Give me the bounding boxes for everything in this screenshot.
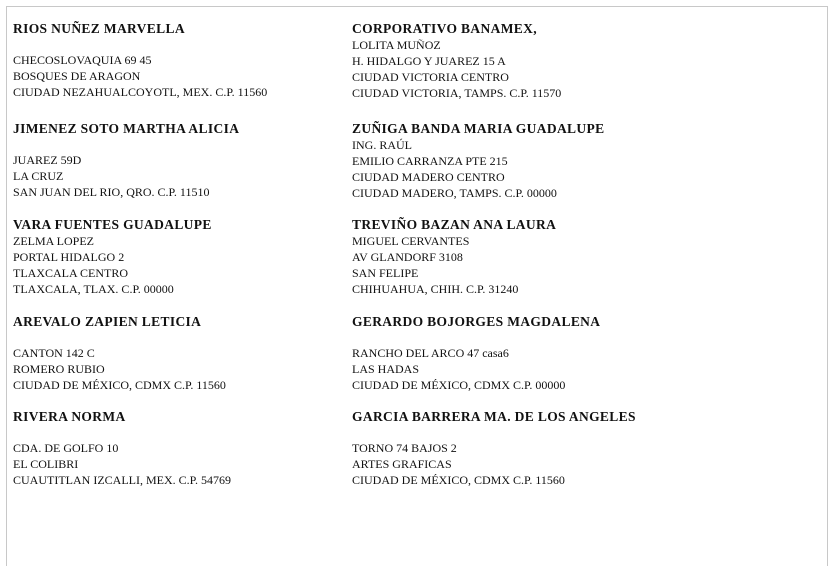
recipient-name: RIOS NUÑEZ MARVELLA [13,21,185,36]
city-line: CUAUTITLAN IZCALLI, MEX. C.P. 54769 [13,473,231,487]
city-line: CHIHUAHUA, CHIH. C.P. 31240 [352,282,519,296]
city-line: SAN JUAN DEL RIO, QRO. C.P. 11510 [13,185,210,199]
address-label [13,409,231,488]
recipient-name: JIMENEZ SOTO MARTHA ALICIA [13,121,240,136]
city-line: CIUDAD DE MÉXICO, CDMX C.P. 00000 [352,378,566,392]
address-label [352,121,604,201]
attention-line: LOLITA MUÑOZ [352,38,441,52]
neighborhood-line: SAN FELIPE [352,266,419,280]
address-label [13,217,212,297]
address-label [13,314,226,393]
address-label [352,314,600,393]
attention-line [13,37,267,52]
neighborhood-line: LA CRUZ [13,169,64,183]
attention-line: ING. RAÚL [352,138,412,152]
recipient-name: ZUÑIGA BANDA MARIA GUADALUPE [352,121,605,136]
address-label [352,409,636,488]
city-line: CIUDAD VICTORIA, TAMPS. C.P. 11570 [352,86,562,100]
neighborhood-line: ARTES GRAFICAS [352,457,452,471]
street-line: RANCHO DEL ARCO 47 casa6 [352,346,509,360]
recipient-name: GARCIA BARRERA MA. DE LOS ANGELES [352,409,636,424]
attention-line [13,137,239,152]
recipient-name: TREVIÑO BAZAN ANA LAURA [352,217,557,232]
street-line: JUAREZ 59D [13,153,82,167]
city-line: CIUDAD DE MÉXICO, CDMX C.P. 11560 [13,378,226,392]
address-label [352,217,556,297]
street-line: CHECOSLOVAQUIA 69 45 [13,53,152,67]
address-label [13,21,267,100]
street-line: CANTON 142 C [13,346,95,360]
recipient-name: AREVALO ZAPIEN LETICIA [13,314,202,329]
attention-line [352,330,600,345]
neighborhood-line: TLAXCALA CENTRO [13,266,128,280]
neighborhood-line: EL COLIBRI [13,457,79,471]
street-line: PORTAL HIDALGO 2 [13,250,125,264]
street-line: CDA. DE GOLFO 10 [13,441,119,455]
neighborhood-line: ROMERO RUBIO [13,362,105,376]
city-line: TLAXCALA, TLAX. C.P. 00000 [13,282,174,296]
address-label [352,21,561,101]
attention-line: ZELMA LOPEZ [13,234,94,248]
street-line: TORNO 74 BAJOS 2 [352,441,457,455]
attention-line: MIGUEL CERVANTES [352,234,470,248]
recipient-name: VARA FUENTES GUADALUPE [13,217,212,232]
city-line: CIUDAD NEZAHUALCOYOTL, MEX. C.P. 11560 [13,85,268,99]
neighborhood-line: CIUDAD VICTORIA CENTRO [352,70,509,84]
street-line: H. HIDALGO Y JUAREZ 15 A [352,54,506,68]
recipient-name: RIVERA NORMA [13,409,126,424]
attention-line [352,425,636,440]
address-label [13,121,239,200]
city-line: CIUDAD MADERO, TAMPS. C.P. 00000 [352,186,557,200]
street-line: AV GLANDORF 3108 [352,250,463,264]
neighborhood-line: CIUDAD MADERO CENTRO [352,170,505,184]
recipient-name: CORPORATIVO BANAMEX, [352,21,537,36]
attention-line [13,330,226,345]
document-page [6,6,828,566]
recipient-name: GERARDO BOJORGES MAGDALENA [352,314,601,329]
neighborhood-line: BOSQUES DE ARAGON [13,69,141,83]
attention-line [13,425,231,440]
neighborhood-line: LAS HADAS [352,362,420,376]
street-line: EMILIO CARRANZA PTE 215 [352,154,508,168]
city-line: CIUDAD DE MÉXICO, CDMX C.P. 11560 [352,473,565,487]
